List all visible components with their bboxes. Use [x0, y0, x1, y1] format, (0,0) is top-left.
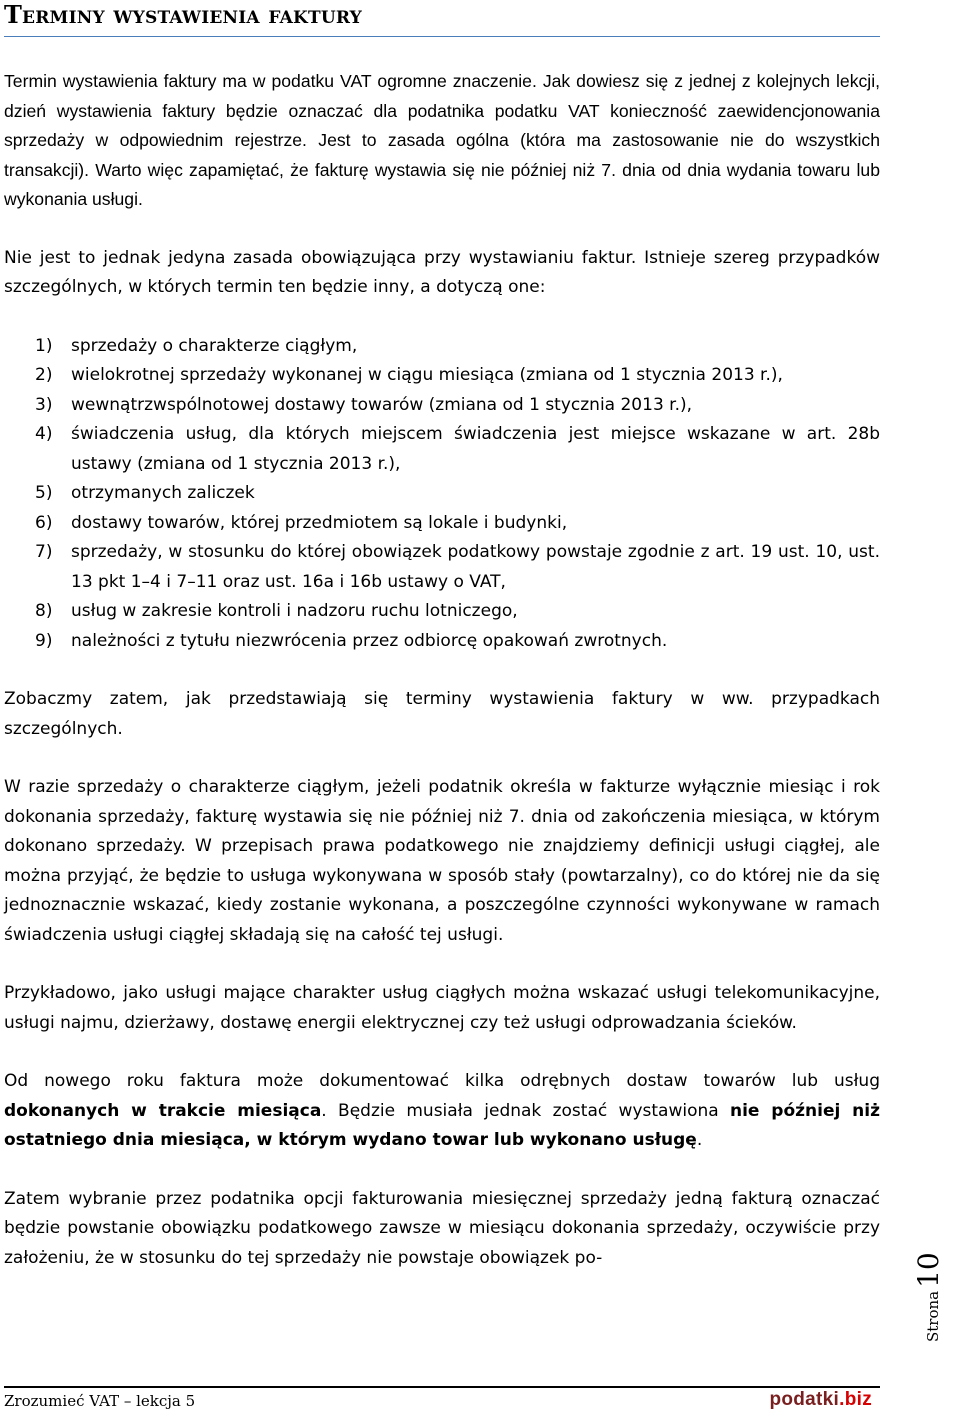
paragraph-overview: Zobaczmy zatem, jak przedstawiają się terminy wystawienia faktury w ww. przypadkach szczególnych.	[4, 689, 880, 739]
list-item-text: należności z tytułu niezwrócenia przez odbiorcę opakowań zwrotnych.	[71, 630, 668, 651]
list-item	[4, 420, 880, 479]
list-number: 1)	[35, 335, 53, 356]
list-item	[4, 597, 880, 627]
page-number-label: Strona	[924, 1290, 942, 1342]
footer-divider	[4, 1386, 880, 1388]
list-number: 9)	[35, 630, 53, 651]
list-item-text: wielokrotnej sprzedaży wykonanej w ciągu miesiąca (zmiana od 1 stycznia 2013 r.),	[71, 365, 783, 385]
list-number: 5)	[35, 483, 53, 503]
page-number	[912, 1252, 945, 1342]
list-item-text: otrzymanych zaliczek	[71, 483, 255, 503]
list-item-text: sprzedaży o charakterze ciągłym,	[71, 335, 358, 356]
list-number: 6)	[35, 512, 53, 533]
list-number: 7)	[35, 542, 53, 562]
title-underline	[4, 36, 880, 37]
paragraph-examples: Przykładowo, jako usługi mające charakter usług ciągłych można wskazać usługi telekomunikacyjne, usługi najmu, dzierżawy, dostawę energii elektrycznej czy też usługi odprowadzania ścieków.	[4, 983, 880, 1033]
page-number-value: 10	[912, 1252, 945, 1288]
paragraph-cases-intro: Nie jest to jednak jedyna zasada obowiązująca przy wystawianiu faktur. Istnieje szereg przypadków szczególnych, w których termin ten będzie inny, a dotyczą one:	[4, 247, 880, 297]
text-run: . Będzie musiała jednak zostać wystawiona	[321, 1100, 730, 1121]
text-run: Od nowego roku faktura może dokumentować kilka odrębnych dostaw towarów lub usług	[4, 1071, 880, 1091]
paragraph-monthly-invoice	[4, 1067, 880, 1156]
list-item-text: świadczenia usług, dla których miejscem świadczenia jest miejsce wskazane w art. 28b ustawy (zmiana od 1 stycznia 2013 r.),	[71, 424, 880, 474]
paragraph-continuous-sales: W razie sprzedaży o charakterze ciągłym, jeżeli podatnik określa w fakturze wyłącznie miesiąc i rok dokonania sprzedaży, fakturę wystawia się nie później niż 7. dnia od zakończenia miesiąca, w którym dokonano sprzedaży. W przepisach prawa podatkowego nie znajdziemy definicji usługi ciągłej, ale można przyjąć, że będzie to usługa wykonywana w sposób stały (powtarzalny), co do której nie da się jednoznacznie wskazać, kiedy zostanie wykonana, a poszczególne czynności wykonywane w ramach świadczenia usługi ciągłej składają się na całość tej usługi.	[4, 777, 880, 945]
footer-brand-logo	[769, 1389, 872, 1411]
paragraph-tax-obligation: Zatem wybranie przez podatnika opcji fakturowania miesięcznej sprzedaży jedną fakturą oznaczać będzie powstanie obowiązku podatkowego zawsze w miesiącu dokonania sprzedaży, oczywiście przy założeniu, że w stosunku do tej sprzedaży nie powstaje obowiązek po-	[4, 1188, 880, 1268]
list-item-text: dostawy towarów, której przedmiotem są lokale i budynki,	[71, 512, 568, 533]
list-item	[4, 509, 880, 539]
list-number: 8)	[35, 601, 53, 621]
list-number: 4)	[35, 424, 53, 444]
list-item	[4, 391, 880, 421]
text-run: .	[696, 1130, 703, 1150]
list-item	[4, 479, 880, 509]
brand-name: podatki	[769, 1389, 840, 1410]
bold-text: nie później niż ostatniego dnia miesiąca, w którym wydano towar lub wykonano usługę	[4, 1100, 880, 1150]
list-item	[4, 361, 880, 391]
list-item-text: usług w zakresie kontroli i nadzoru ruchu lotniczego,	[71, 601, 518, 621]
list-number: 3)	[35, 394, 53, 415]
list-number: 2)	[35, 365, 53, 385]
bold-text: dokonanych w trakcie miesiąca	[4, 1100, 322, 1121]
list-item	[4, 538, 880, 597]
brand-tld: .biz	[839, 1389, 872, 1410]
list-item-text: sprzedaży, w stosunku do której obowiązek podatkowy powstaje zgodnie z art. 19 ust. 10, ust. 13 pkt 1–4 i 7–11 oraz ust. 16a i 16b ustawy o VAT,	[71, 542, 880, 592]
page-title: Terminy wystawienia faktury	[4, 0, 363, 29]
paragraph-intro: Termin wystawienia faktury ma w podatku VAT ogromne znaczenie. Jak dowiesz się z jednej z kolejnych lekcji, dzień wystawienia faktury będzie oznaczać dla podatnika podatku VAT konieczność zaewidencjonowania sprzedaży w odpowiednim rejestrze. Jest to zasada ogólna (która ma zastosowanie nie do wszystkich transakcji). Warto więc zapamiętać, że fakturę wystawia się nie później niż 7. dnia od dnia wydania towaru lub wykonania usługi.	[4, 71, 880, 209]
special-cases-list	[4, 332, 880, 657]
list-item-text: wewnątrzwspólnotowej dostawy towarów (zmiana od 1 stycznia 2013 r.),	[71, 394, 693, 415]
body-text	[4, 67, 880, 1302]
footer-lesson-title: Zrozumieć VAT – lekcja 5	[4, 1392, 196, 1410]
list-item	[4, 332, 880, 362]
list-item	[4, 627, 880, 657]
